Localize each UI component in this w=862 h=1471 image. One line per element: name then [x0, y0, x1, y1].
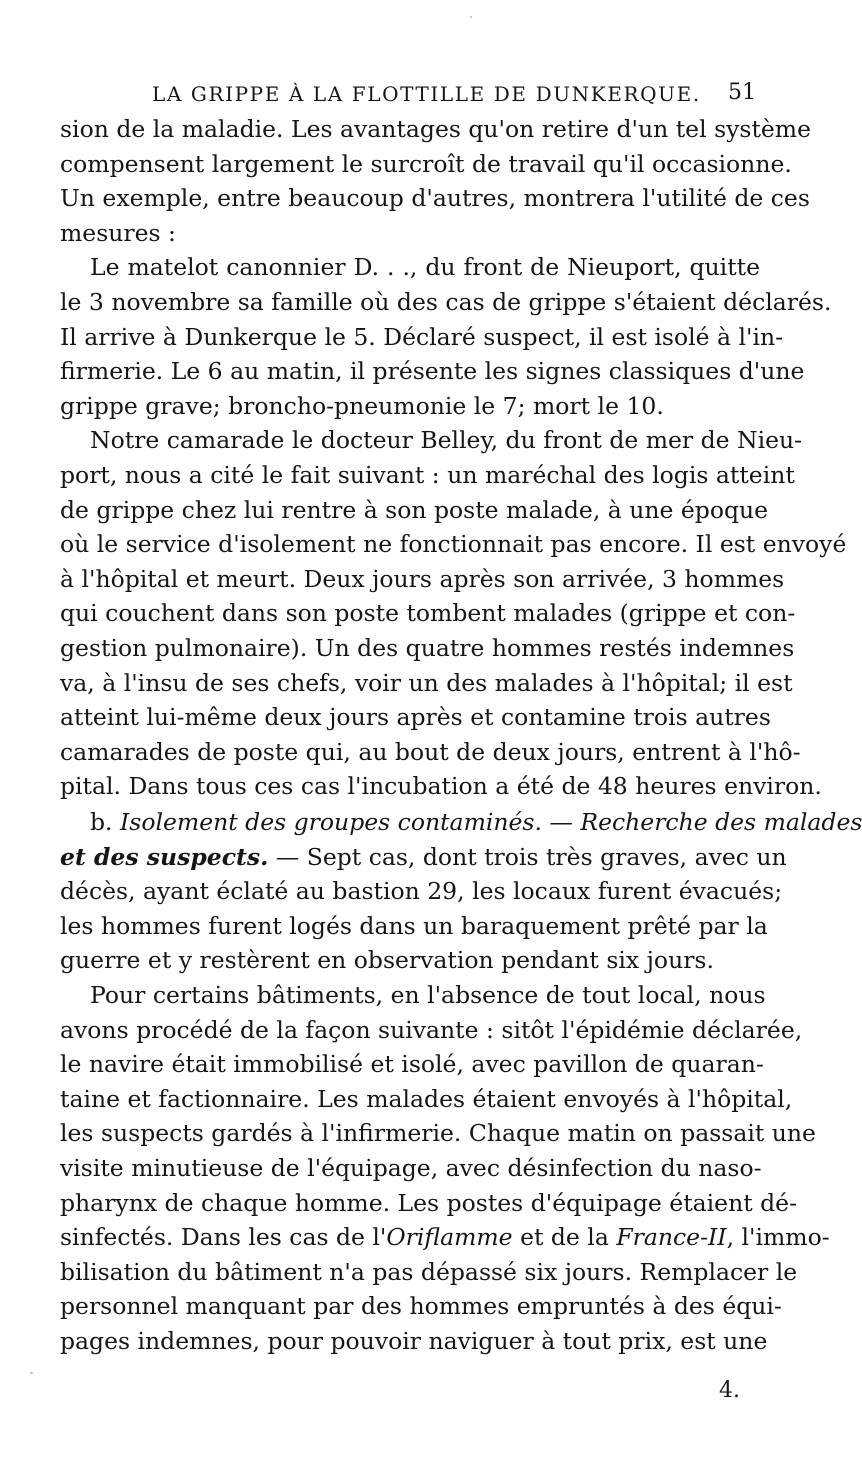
text-line: atteint lui-même deux jours après et contamine trois autres [60, 703, 771, 732]
text-line: sion de la maladie. Les avantages qu'on retire d'un tel système [60, 115, 812, 143]
text-line: taine et factionnaire. Les malades étaient envoyés à l'hôpital, [60, 1084, 793, 1113]
section-heading-continued: et des suspects. [60, 842, 269, 871]
text-line [60, 840, 787, 875]
running-head [60, 76, 760, 110]
text-line: port, nous a cité le fait suivant : un maréchal des logis atteint [60, 460, 795, 489]
text-line: Il arrive à Dunkerque le 5. Déclaré suspect, il est isolé à l'in- [60, 322, 784, 351]
text-line: visite minutieuse de l'équipage, avec désinfection du naso- [60, 1153, 762, 1182]
text-line: compensent largement le surcroît de travail qu'il occasionne. [60, 149, 792, 178]
text-line: avons procédé de la façon suivante : sitôt l'épidémie déclarée, [60, 1015, 803, 1044]
text-block-lower [60, 805, 862, 1359]
text-line: grippe grave; broncho-pneumonie le 7; mort le 10. [60, 391, 664, 420]
text-line: Notre camarade le docteur Belley, du front de mer de Nieu- [90, 426, 803, 455]
text-line: mesures : [60, 218, 176, 247]
text-fragment: et de la [512, 1223, 617, 1252]
section-heading: Isolement des groupes contaminés. — Recherche des malades [120, 808, 862, 836]
text-line: les hommes furent logés dans un baraquement prêté par la [60, 911, 768, 940]
text-line: décès, ayant éclaté au bastion 29, les locaux furent évacués; [60, 877, 783, 906]
ship-name: France-II [616, 1223, 727, 1252]
running-title: LA GRIPPE À LA FLOTTILLE DE DUNKERQUE. [152, 82, 701, 106]
text-line: pages indemnes, pour pouvoir naviguer à tout prix, est une [60, 1326, 768, 1355]
text-line: le navire était immobilisé et isolé, avec pavillon de quaran- [60, 1050, 764, 1079]
text-line: de grippe chez lui rentre à son poste malade, à une époque [60, 495, 769, 524]
text-line: où le service d'isolement ne fonctionnait pas encore. Il est envoyé [60, 530, 847, 559]
text-line: firmerie. Le 6 au matin, il présente les signes classiques d'une [60, 357, 805, 386]
text-line: pharynx de chaque homme. Les postes d'équipage étaient dé- [60, 1188, 798, 1217]
text-line: qui couchent dans son poste tombent malades (grippe et con- [60, 599, 796, 628]
text-line: à l'hôpital et meurt. Deux jours après son arrivée, 3 hommes [60, 564, 785, 593]
section-label: b. [90, 808, 113, 836]
text-fragment: sinfectés. Dans les cas de l' [60, 1223, 387, 1252]
text-line: va, à l'insu de ses chefs, voir un des malades à l'hôpital; il est [60, 668, 793, 697]
page-number: 51 [728, 80, 756, 105]
text-fragment: , l'immo- [726, 1223, 830, 1252]
text-line: gestion pulmonaire). Un des quatre hommes restés indemnes [60, 633, 795, 662]
text-line: guerre et y restèrent en observation pendant six jours. [60, 946, 714, 975]
text-line: camarades de poste qui, au bout de deux jours, entrent à l'hô- [60, 737, 801, 766]
signature-mark: 4. [719, 1378, 740, 1403]
ship-name: Oriflamme [386, 1223, 513, 1252]
scan-speck [470, 16, 472, 18]
text-line: les suspects gardés à l'infirmerie. Chaque matin on passait une [60, 1119, 816, 1148]
text-line: bilisation du bâtiment n'a pas dépassé six jours. Remplacer le [60, 1257, 798, 1286]
text-line: Un exemple, entre beaucoup d'autres, montrera l'utilité de ces [60, 184, 810, 213]
scan-speck [30, 1372, 33, 1374]
text-line: pital. Dans tous ces cas l'incubation a été de 48 heures environ. [60, 772, 822, 801]
text-block-upper [60, 112, 847, 804]
section-heading-line [60, 805, 862, 840]
text-line: Pour certains bâtiments, en l'absence de tout local, nous [90, 980, 766, 1009]
text-line: le 3 novembre sa famille où des cas de grippe s'étaient déclarés. [60, 287, 832, 316]
text-line [60, 1220, 830, 1255]
text-fragment: — Sept cas, dont trois très graves, avec un [268, 842, 787, 871]
text-line: personnel manquant par des hommes empruntés à des équi- [60, 1292, 782, 1321]
text-line: Le matelot canonnier D. . ., du front de Nieuport, quitte [90, 253, 760, 282]
